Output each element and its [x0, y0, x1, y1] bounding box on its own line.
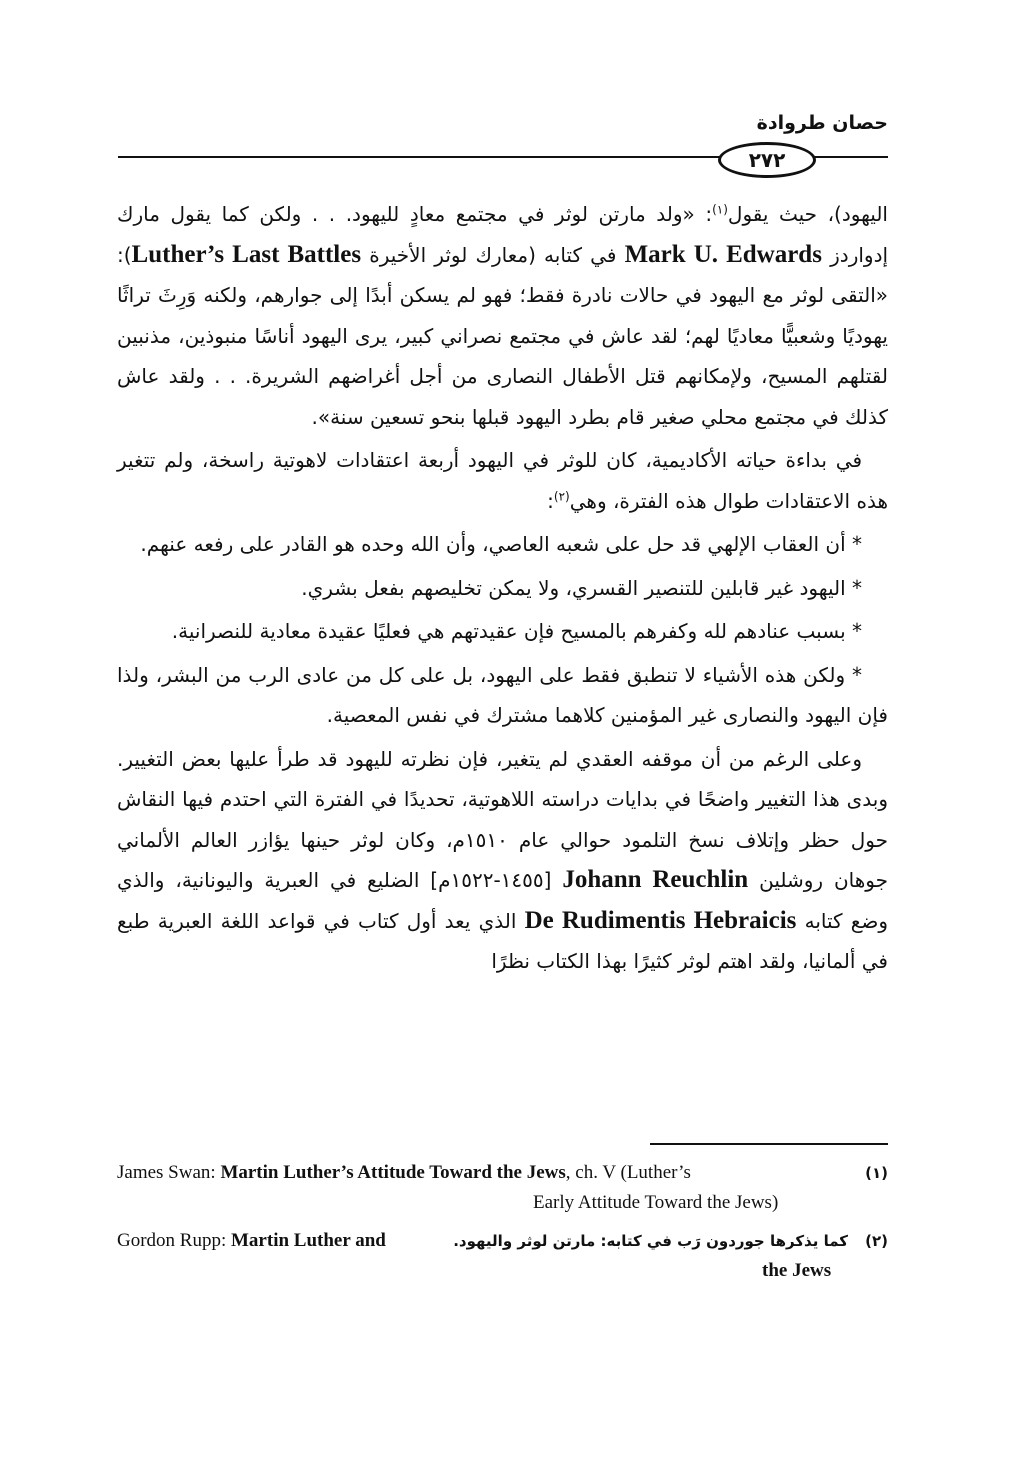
latin-title-last-battles: Luther’s Last Battles — [131, 240, 362, 268]
p3-text-c: الذي يعد أول كتاب في قواعد اللغة العبرية طبع في ألمانيا، ولقد اهتم لوثر كثيرًا بهذا الكتاب نظرًا — [117, 908, 888, 973]
footnote-2-title: Martin Luther and — [231, 1230, 386, 1251]
bullet-2: * اليهود غير قابلين للتنصير القسري، ولا يمكن تخليصهم بفعل بشري. — [301, 575, 862, 600]
p1-text-a: اليهود)، حيث يقول — [727, 202, 888, 226]
p2-text-a: في بداءة حياته الأكاديمية، كان للوثر في اليهود أربعة اعتقادات لاهوتية راسخة، ولم تتغير هذه الاعتقادات طوال هذه الفترة، وهي — [117, 448, 888, 513]
footnote-2-citation — [117, 1226, 386, 1256]
page-number: ٢٧٢ — [718, 142, 816, 178]
footnote-1 — [117, 1158, 888, 1218]
body-text — [117, 194, 888, 985]
bullet-3: * بسبب عنادهم لله وكفرهم بالمسيح فإن عقيدتهم هي فعليًا عقيدة معادية للنصرانية. — [171, 619, 862, 643]
footnote-2-arabic: كما يذكرها جوردون رَب في كتابه: مارتن لوثر واليهود. — [453, 1232, 848, 1250]
footnote-rule — [650, 1143, 888, 1145]
latin-name-reuchlin: Johann Reuchlin — [562, 866, 749, 893]
p3-text-b: [١٤٥٥-١٥٢٢م] الضليع في العبرية واليونانية، والذي وضع كتابه — [117, 868, 889, 933]
latin-name-edwards: Mark U. Edwards — [624, 240, 822, 268]
paragraph-1 — [117, 194, 888, 437]
footnote-1-line — [117, 1158, 848, 1188]
paragraph-2 — [117, 440, 888, 521]
p3-text-a: وعلى الرغم من أن موقفه العقدي لم يتغير، فإن نظرته لليهود قد طرأ عليها بعض التغيير. وبدى هذا التغيير واضحًا في بدايات دراسته اللاهوتية، تحديدًا في الفترة التي احتدم فيها النقاش حول حظر وإتلاف نسخ التلمود حوالي عام ١٥١٠م، وكان لوثر حينها يؤازر العالم الألماني جوهان روشلين — [117, 746, 888, 892]
footnote-ref-1: (١) — [712, 202, 728, 217]
footnote-ref-2: (٢) — [553, 488, 570, 503]
footnotes — [117, 1158, 888, 1294]
footnote-2-line — [117, 1226, 848, 1256]
footnote-2 — [117, 1226, 888, 1286]
p2-text-b: : — [547, 488, 554, 513]
footnote-1-title: Martin Luther’s Attitude Toward the Jews — [220, 1162, 566, 1183]
footnote-2-number: (٢) — [865, 1232, 888, 1250]
p1-text-c: في كتابه (معارك لوثر الأخيرة — [369, 242, 617, 267]
footnote-1-author: James Swan: — [117, 1162, 221, 1183]
running-title: حصان طروادة — [756, 112, 888, 134]
paragraph-3 — [117, 739, 888, 982]
footnote-1-rest: , ch. V (Luther’s — [565, 1162, 691, 1183]
bullet-1: * أن العقاب الإلهي قد حل على شعبه العاصي، وأن الله وحده هو القادر على رفعه عنهم. — [140, 532, 862, 556]
footnote-1-continuation: Early Attitude Toward the Jews) — [533, 1192, 779, 1213]
footnote-1-citation — [117, 1158, 691, 1188]
footnote-1-number: (١) — [865, 1164, 888, 1182]
p1-text-d: ): «التقى لوثر مع اليهود في حالات نادرة فقط؛ فهو لم يسكن أبدًا إلى جوارهم، ولكنه وَرِثَ تراثًا يهوديًا وشعبيًّا معاديًا لهم؛ لقد عاش في مجتمع نصراني كبير، يرى اليهود أناسًا منبوذين، مذنبين لقتلهم المسيح، ولإمكانهم قتل الأطفال النصارى من أجل أغراضهم الشريرة. . . ولقد عاش كذلك في مجتمع محلي صغير قام بطرد اليهود قبلها بنحو تسعين سنة». — [117, 242, 888, 429]
footnote-2-author: Gordon Rupp: — [117, 1230, 231, 1251]
footnote-2-continuation: the Jews — [762, 1260, 832, 1281]
bullet-4: * ولكن هذه الأشياء لا تنطبق فقط على اليهود، بل على كل من عادى الرب من البشر، ولذا فإن اليهود والنصارى غير المؤمنين كلاهما مشترك في نفس المعصية. — [117, 662, 888, 727]
p1-text-b: : «ولد مارتن لوثر في مجتمع معادٍ لليهود. . . ولكن كما يقول مارك إدواردز — [117, 202, 889, 267]
latin-title-rudimentis: De Rudimentis Hebraicis — [524, 906, 797, 934]
